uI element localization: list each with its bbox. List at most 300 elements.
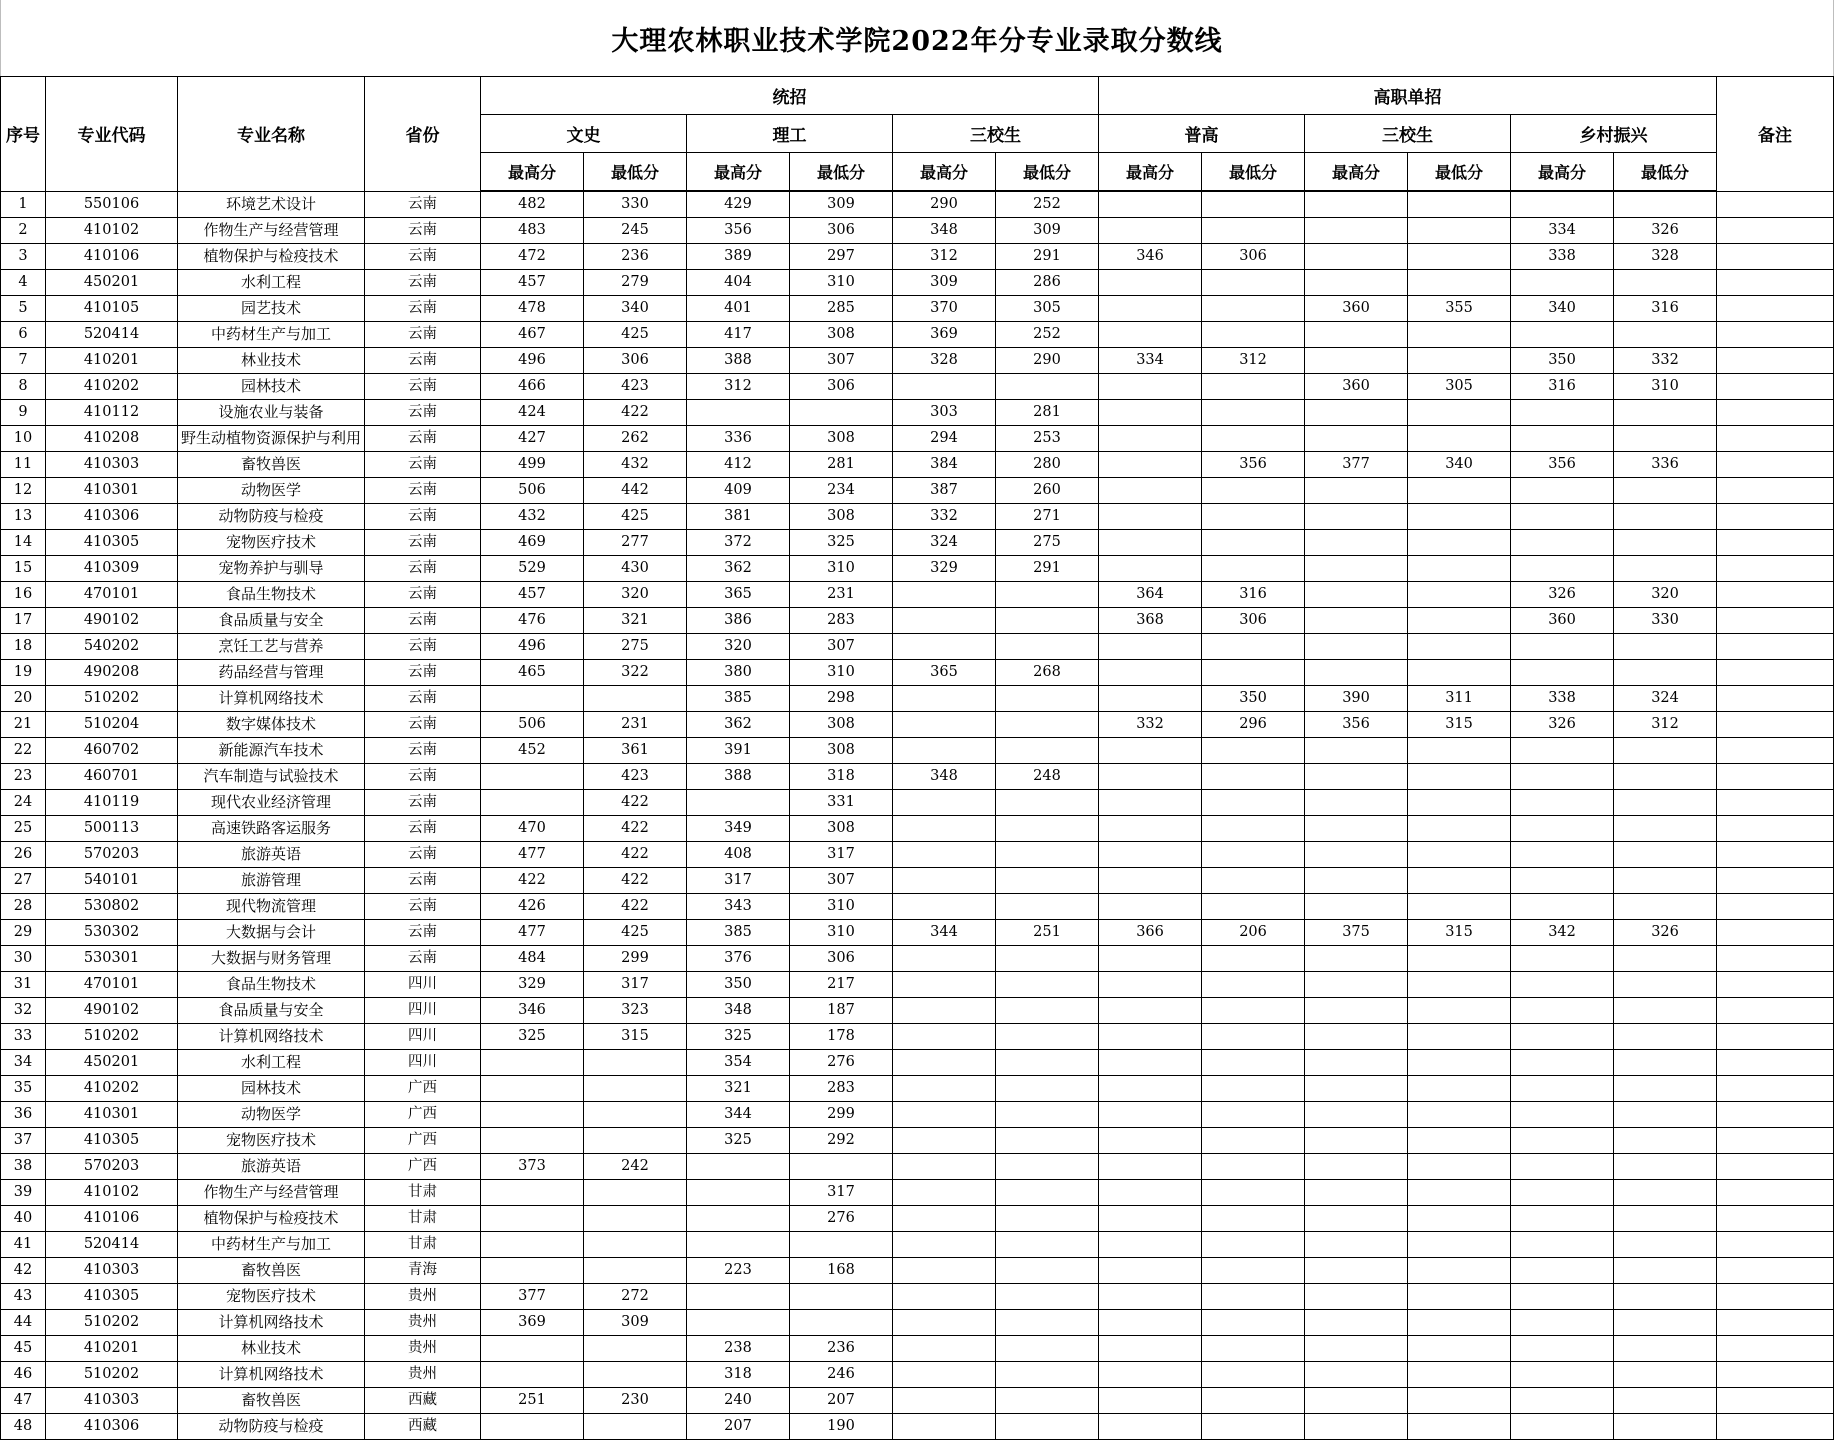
cell-sanxiao-gz-min[interactable] [1408,270,1511,296]
cell-name[interactable]: 植物保护与检疫技术 [178,244,365,270]
cell-name[interactable]: 设施农业与装备 [178,400,365,426]
cell-sanxiao-tz-min[interactable] [996,582,1099,608]
cell-xiangcun-max[interactable] [1511,790,1614,816]
cell-sanxiao-tz-min[interactable]: 268 [996,660,1099,686]
cell-note[interactable] [1717,790,1834,816]
cell-sanxiao-tz-max[interactable] [893,868,996,894]
cell-seq[interactable]: 5 [1,296,46,322]
cell-ligong-max[interactable] [687,400,790,426]
cell-wenshi-min[interactable]: 321 [584,608,687,634]
cell-sanxiao-tz-min[interactable] [996,894,1099,920]
cell-ligong-max[interactable] [687,1284,790,1310]
cell-sanxiao-tz-max[interactable] [893,1362,996,1388]
cell-ligong-min[interactable]: 246 [790,1362,893,1388]
cell-ligong-min[interactable]: 178 [790,1024,893,1050]
cell-code[interactable]: 410102 [46,218,178,244]
cell-name[interactable]: 计算机网络技术 [178,1310,365,1336]
header-min[interactable]: 最低分 [1408,153,1511,192]
cell-xiangcun-min[interactable] [1614,1050,1717,1076]
cell-code[interactable]: 510202 [46,1362,178,1388]
cell-xiangcun-min[interactable]: 328 [1614,244,1717,270]
cell-sanxiao-gz-min[interactable] [1408,478,1511,504]
cell-ligong-max[interactable]: 349 [687,816,790,842]
cell-putong-min[interactable] [1202,868,1305,894]
cell-sanxiao-tz-max[interactable] [893,1310,996,1336]
cell-sanxiao-tz-max[interactable] [893,946,996,972]
header-max[interactable]: 最高分 [1099,153,1202,192]
header-min[interactable]: 最低分 [1202,153,1305,192]
cell-seq[interactable]: 27 [1,868,46,894]
cell-sanxiao-tz-max[interactable] [893,374,996,400]
cell-sanxiao-tz-min[interactable]: 248 [996,764,1099,790]
cell-xiangcun-min[interactable]: 336 [1614,452,1717,478]
cell-province[interactable]: 云南 [365,738,481,764]
cell-wenshi-min[interactable]: 279 [584,270,687,296]
cell-wenshi-max[interactable]: 469 [481,530,584,556]
cell-sanxiao-tz-max[interactable] [893,1050,996,1076]
cell-wenshi-max[interactable]: 452 [481,738,584,764]
cell-sanxiao-gz-min[interactable] [1408,1388,1511,1414]
cell-sanxiao-gz-min[interactable] [1408,530,1511,556]
cell-wenshi-max[interactable]: 477 [481,920,584,946]
cell-sanxiao-tz-max[interactable] [893,1388,996,1414]
cell-ligong-min[interactable]: 236 [790,1336,893,1362]
cell-note[interactable] [1717,1128,1834,1154]
cell-sanxiao-tz-max[interactable]: 294 [893,426,996,452]
cell-name[interactable]: 园林技术 [178,1076,365,1102]
cell-seq[interactable]: 24 [1,790,46,816]
cell-sanxiao-gz-max[interactable] [1305,998,1408,1024]
cell-code[interactable]: 520414 [46,1232,178,1258]
cell-province[interactable]: 广西 [365,1076,481,1102]
cell-note[interactable] [1717,1284,1834,1310]
cell-code[interactable]: 540101 [46,868,178,894]
cell-wenshi-min[interactable] [584,1102,687,1128]
cell-sanxiao-gz-min[interactable] [1408,191,1511,218]
cell-ligong-max[interactable]: 325 [687,1024,790,1050]
cell-seq[interactable]: 44 [1,1310,46,1336]
cell-wenshi-max[interactable] [481,1206,584,1232]
cell-putong-min[interactable] [1202,764,1305,790]
cell-code[interactable]: 410201 [46,1336,178,1362]
header-max[interactable]: 最高分 [687,153,790,192]
cell-wenshi-max[interactable]: 426 [481,894,584,920]
cell-sanxiao-tz-min[interactable] [996,1128,1099,1154]
cell-sanxiao-gz-min[interactable] [1408,1180,1511,1206]
header-ligong[interactable]: 理工 [687,115,893,153]
cell-putong-min[interactable] [1202,1258,1305,1284]
cell-ligong-max[interactable]: 376 [687,946,790,972]
cell-ligong-max[interactable]: 389 [687,244,790,270]
cell-xiangcun-min[interactable] [1614,764,1717,790]
cell-name[interactable]: 计算机网络技术 [178,1362,365,1388]
cell-ligong-max[interactable] [687,790,790,816]
cell-name[interactable]: 现代物流管理 [178,894,365,920]
cell-code[interactable]: 510202 [46,1310,178,1336]
cell-sanxiao-tz-min[interactable]: 305 [996,296,1099,322]
cell-sanxiao-tz-min[interactable] [996,972,1099,998]
cell-sanxiao-gz-min[interactable] [1408,556,1511,582]
cell-sanxiao-tz-max[interactable] [893,738,996,764]
cell-ligong-max[interactable]: 408 [687,842,790,868]
cell-ligong-min[interactable]: 325 [790,530,893,556]
cell-putong-min[interactable]: 206 [1202,920,1305,946]
cell-ligong-min[interactable]: 276 [790,1050,893,1076]
cell-sanxiao-tz-min[interactable] [996,946,1099,972]
cell-ligong-max[interactable]: 381 [687,504,790,530]
cell-sanxiao-tz-min[interactable] [996,738,1099,764]
cell-sanxiao-tz-max[interactable]: 303 [893,400,996,426]
cell-putong-max[interactable]: 346 [1099,244,1202,270]
cell-wenshi-max[interactable]: 506 [481,478,584,504]
cell-name[interactable]: 汽车制造与试验技术 [178,764,365,790]
cell-name[interactable]: 动物医学 [178,478,365,504]
cell-putong-min[interactable] [1202,790,1305,816]
cell-putong-min[interactable] [1202,1310,1305,1336]
cell-name[interactable]: 动物医学 [178,1102,365,1128]
cell-note[interactable] [1717,1258,1834,1284]
cell-sanxiao-gz-max[interactable] [1305,660,1408,686]
cell-xiangcun-min[interactable] [1614,1258,1717,1284]
cell-sanxiao-tz-min[interactable] [996,1414,1099,1440]
cell-sanxiao-gz-min[interactable]: 315 [1408,712,1511,738]
cell-putong-min[interactable]: 296 [1202,712,1305,738]
cell-xiangcun-min[interactable] [1614,1310,1717,1336]
cell-note[interactable] [1717,1154,1834,1180]
cell-wenshi-min[interactable]: 245 [584,218,687,244]
cell-sanxiao-gz-min[interactable] [1408,660,1511,686]
cell-province[interactable]: 青海 [365,1258,481,1284]
cell-sanxiao-gz-min[interactable] [1408,842,1511,868]
cell-note[interactable] [1717,1388,1834,1414]
cell-sanxiao-gz-max[interactable] [1305,556,1408,582]
cell-province[interactable]: 云南 [365,842,481,868]
header-putong[interactable]: 普高 [1099,115,1305,153]
cell-seq[interactable]: 12 [1,478,46,504]
cell-xiangcun-max[interactable] [1511,1154,1614,1180]
cell-sanxiao-gz-max[interactable] [1305,582,1408,608]
cell-ligong-min[interactable]: 231 [790,582,893,608]
cell-wenshi-max[interactable] [481,1128,584,1154]
cell-xiangcun-max[interactable] [1511,1102,1614,1128]
cell-sanxiao-tz-min[interactable] [996,790,1099,816]
cell-sanxiao-gz-min[interactable] [1408,1310,1511,1336]
cell-province[interactable]: 甘肃 [365,1206,481,1232]
cell-ligong-min[interactable]: 317 [790,842,893,868]
cell-sanxiao-tz-min[interactable] [996,1310,1099,1336]
cell-wenshi-max[interactable]: 377 [481,1284,584,1310]
cell-ligong-max[interactable]: 312 [687,374,790,400]
cell-province[interactable]: 云南 [365,946,481,972]
cell-name[interactable]: 水利工程 [178,1050,365,1076]
cell-sanxiao-tz-min[interactable] [996,374,1099,400]
cell-xiangcun-min[interactable] [1614,1154,1717,1180]
header-tongzhao[interactable]: 统招 [481,77,1099,115]
cell-wenshi-max[interactable]: 466 [481,374,584,400]
cell-code[interactable]: 510202 [46,1024,178,1050]
cell-sanxiao-gz-min[interactable] [1408,1076,1511,1102]
cell-putong-min[interactable]: 306 [1202,608,1305,634]
cell-sanxiao-gz-min[interactable] [1408,1050,1511,1076]
cell-seq[interactable]: 15 [1,556,46,582]
cell-putong-max[interactable] [1099,1154,1202,1180]
cell-sanxiao-gz-max[interactable] [1305,1258,1408,1284]
cell-ligong-min[interactable]: 299 [790,1102,893,1128]
cell-sanxiao-gz-max[interactable] [1305,1414,1408,1440]
cell-seq[interactable]: 8 [1,374,46,400]
cell-wenshi-min[interactable]: 361 [584,738,687,764]
cell-note[interactable] [1717,1232,1834,1258]
cell-ligong-min[interactable]: 306 [790,218,893,244]
cell-ligong-min[interactable]: 207 [790,1388,893,1414]
cell-sanxiao-tz-min[interactable] [996,608,1099,634]
cell-sanxiao-tz-max[interactable]: 328 [893,348,996,374]
cell-sanxiao-tz-min[interactable] [996,1102,1099,1128]
cell-putong-min[interactable] [1202,1102,1305,1128]
cell-sanxiao-tz-max[interactable] [893,790,996,816]
cell-province[interactable]: 云南 [365,790,481,816]
cell-name[interactable]: 宠物医疗技术 [178,530,365,556]
cell-code[interactable]: 410306 [46,504,178,530]
cell-code[interactable]: 410309 [46,556,178,582]
cell-note[interactable] [1717,920,1834,946]
cell-name[interactable]: 园林技术 [178,374,365,400]
cell-putong-max[interactable] [1099,972,1202,998]
cell-ligong-max[interactable]: 388 [687,348,790,374]
cell-putong-min[interactable] [1202,191,1305,218]
cell-xiangcun-max[interactable]: 350 [1511,348,1614,374]
cell-putong-min[interactable] [1202,894,1305,920]
cell-ligong-min[interactable]: 292 [790,1128,893,1154]
cell-xiangcun-max[interactable] [1511,998,1614,1024]
cell-sanxiao-gz-min[interactable] [1408,322,1511,348]
cell-ligong-max[interactable]: 409 [687,478,790,504]
cell-wenshi-min[interactable]: 320 [584,582,687,608]
cell-sanxiao-tz-min[interactable] [996,1362,1099,1388]
header-max[interactable]: 最高分 [1305,153,1408,192]
cell-xiangcun-max[interactable]: 340 [1511,296,1614,322]
cell-province[interactable]: 云南 [365,816,481,842]
cell-wenshi-max[interactable] [481,1258,584,1284]
cell-ligong-max[interactable]: 362 [687,556,790,582]
cell-xiangcun-max[interactable] [1511,1206,1614,1232]
cell-xiangcun-min[interactable] [1614,504,1717,530]
cell-putong-max[interactable] [1099,998,1202,1024]
cell-xiangcun-max[interactable]: 360 [1511,608,1614,634]
cell-sanxiao-gz-min[interactable] [1408,582,1511,608]
cell-sanxiao-gz-max[interactable] [1305,426,1408,452]
cell-sanxiao-tz-min[interactable] [996,816,1099,842]
header-note[interactable]: 备注 [1717,77,1834,192]
cell-sanxiao-gz-max[interactable] [1305,868,1408,894]
cell-code[interactable]: 460701 [46,764,178,790]
cell-name[interactable]: 畜牧兽医 [178,1388,365,1414]
cell-putong-min[interactable] [1202,1414,1305,1440]
cell-sanxiao-tz-min[interactable] [996,868,1099,894]
cell-sanxiao-tz-max[interactable]: 309 [893,270,996,296]
cell-seq[interactable]: 18 [1,634,46,660]
cell-putong-min[interactable]: 306 [1202,244,1305,270]
cell-ligong-min[interactable]: 306 [790,374,893,400]
cell-name[interactable]: 数字媒体技术 [178,712,365,738]
cell-wenshi-max[interactable] [481,686,584,712]
cell-putong-min[interactable] [1202,426,1305,452]
cell-sanxiao-tz-min[interactable]: 252 [996,191,1099,218]
cell-seq[interactable]: 45 [1,1336,46,1362]
cell-putong-max[interactable] [1099,816,1202,842]
cell-seq[interactable]: 29 [1,920,46,946]
cell-ligong-max[interactable]: 343 [687,894,790,920]
cell-name[interactable]: 畜牧兽医 [178,1258,365,1284]
cell-ligong-min[interactable]: 297 [790,244,893,270]
cell-sanxiao-gz-max[interactable] [1305,504,1408,530]
cell-ligong-max[interactable]: 362 [687,712,790,738]
header-name[interactable]: 专业名称 [178,77,365,192]
cell-name[interactable]: 新能源汽车技术 [178,738,365,764]
cell-putong-min[interactable] [1202,842,1305,868]
cell-wenshi-min[interactable]: 309 [584,1310,687,1336]
cell-putong-max[interactable] [1099,296,1202,322]
cell-province[interactable]: 云南 [365,920,481,946]
cell-sanxiao-gz-min[interactable]: 355 [1408,296,1511,322]
cell-sanxiao-gz-max[interactable] [1305,1180,1408,1206]
cell-sanxiao-tz-max[interactable] [893,1076,996,1102]
header-sanxiao-gaozhi[interactable]: 三校生 [1305,115,1511,153]
cell-wenshi-max[interactable]: 329 [481,972,584,998]
cell-province[interactable]: 云南 [365,374,481,400]
cell-xiangcun-min[interactable] [1614,1284,1717,1310]
cell-code[interactable]: 410303 [46,1388,178,1414]
cell-wenshi-max[interactable] [481,1102,584,1128]
cell-putong-max[interactable] [1099,1388,1202,1414]
cell-province[interactable]: 贵州 [365,1310,481,1336]
cell-name[interactable]: 大数据与会计 [178,920,365,946]
cell-ligong-max[interactable]: 417 [687,322,790,348]
cell-sanxiao-gz-max[interactable] [1305,634,1408,660]
cell-name[interactable]: 计算机网络技术 [178,1024,365,1050]
cell-ligong-min[interactable]: 190 [790,1414,893,1440]
cell-wenshi-min[interactable]: 231 [584,712,687,738]
cell-ligong-max[interactable] [687,1180,790,1206]
cell-putong-max[interactable] [1099,660,1202,686]
cell-province[interactable]: 甘肃 [365,1180,481,1206]
header-min[interactable]: 最低分 [790,153,893,192]
cell-sanxiao-tz-min[interactable] [996,998,1099,1024]
cell-sanxiao-gz-max[interactable] [1305,894,1408,920]
cell-note[interactable] [1717,452,1834,478]
cell-putong-max[interactable] [1099,270,1202,296]
cell-xiangcun-max[interactable] [1511,1414,1614,1440]
cell-sanxiao-gz-min[interactable] [1408,608,1511,634]
cell-putong-min[interactable]: 350 [1202,686,1305,712]
cell-province[interactable]: 甘肃 [365,1232,481,1258]
cell-name[interactable]: 野生动植物资源保护与利用 [178,426,365,452]
cell-xiangcun-max[interactable] [1511,1050,1614,1076]
cell-wenshi-min[interactable]: 423 [584,374,687,400]
cell-name[interactable]: 宠物医疗技术 [178,1284,365,1310]
cell-putong-max[interactable] [1099,738,1202,764]
cell-sanxiao-tz-max[interactable] [893,1258,996,1284]
cell-note[interactable] [1717,816,1834,842]
cell-putong-max[interactable] [1099,426,1202,452]
cell-seq[interactable]: 33 [1,1024,46,1050]
cell-putong-min[interactable] [1202,400,1305,426]
cell-wenshi-min[interactable]: 230 [584,1388,687,1414]
cell-sanxiao-gz-max[interactable] [1305,608,1408,634]
cell-xiangcun-max[interactable] [1511,1336,1614,1362]
header-province[interactable]: 省份 [365,77,481,192]
cell-seq[interactable]: 46 [1,1362,46,1388]
cell-code[interactable]: 450201 [46,1050,178,1076]
cell-seq[interactable]: 39 [1,1180,46,1206]
cell-sanxiao-gz-max[interactable] [1305,1076,1408,1102]
cell-note[interactable] [1717,191,1834,218]
cell-xiangcun-max[interactable] [1511,556,1614,582]
cell-sanxiao-tz-min[interactable]: 291 [996,244,1099,270]
cell-note[interactable] [1717,998,1834,1024]
cell-putong-max[interactable] [1099,842,1202,868]
cell-sanxiao-gz-min[interactable] [1408,998,1511,1024]
cell-xiangcun-min[interactable]: 310 [1614,374,1717,400]
cell-note[interactable] [1717,530,1834,556]
cell-xiangcun-min[interactable] [1614,400,1717,426]
cell-putong-max[interactable] [1099,1362,1202,1388]
cell-ligong-max[interactable]: 321 [687,1076,790,1102]
cell-sanxiao-tz-min[interactable] [996,1388,1099,1414]
cell-ligong-min[interactable] [790,1232,893,1258]
cell-ligong-max[interactable]: 429 [687,191,790,218]
cell-xiangcun-min[interactable] [1614,972,1717,998]
cell-sanxiao-tz-max[interactable]: 348 [893,218,996,244]
cell-wenshi-max[interactable] [481,1076,584,1102]
cell-wenshi-min[interactable]: 306 [584,348,687,374]
cell-sanxiao-gz-min[interactable] [1408,1284,1511,1310]
header-wenshi[interactable]: 文史 [481,115,687,153]
cell-seq[interactable]: 35 [1,1076,46,1102]
cell-seq[interactable]: 21 [1,712,46,738]
cell-ligong-max[interactable]: 344 [687,1102,790,1128]
cell-province[interactable]: 云南 [365,764,481,790]
cell-sanxiao-tz-min[interactable]: 291 [996,556,1099,582]
cell-ligong-max[interactable]: 404 [687,270,790,296]
cell-xiangcun-min[interactable]: 326 [1614,218,1717,244]
cell-wenshi-min[interactable]: 432 [584,452,687,478]
cell-sanxiao-tz-min[interactable]: 252 [996,322,1099,348]
cell-wenshi-max[interactable]: 472 [481,244,584,270]
cell-name[interactable]: 计算机网络技术 [178,686,365,712]
cell-putong-min[interactable] [1202,660,1305,686]
cell-sanxiao-tz-max[interactable] [893,1128,996,1154]
cell-code[interactable]: 410112 [46,400,178,426]
cell-note[interactable] [1717,634,1834,660]
cell-xiangcun-min[interactable] [1614,1206,1717,1232]
cell-wenshi-max[interactable]: 483 [481,218,584,244]
cell-sanxiao-gz-max[interactable]: 390 [1305,686,1408,712]
cell-note[interactable] [1717,1206,1834,1232]
cell-wenshi-min[interactable]: 422 [584,400,687,426]
cell-putong-min[interactable] [1202,1180,1305,1206]
cell-note[interactable] [1717,868,1834,894]
cell-wenshi-max[interactable]: 432 [481,504,584,530]
cell-sanxiao-gz-min[interactable] [1408,400,1511,426]
cell-xiangcun-max[interactable] [1511,1310,1614,1336]
cell-putong-max[interactable] [1099,764,1202,790]
cell-xiangcun-max[interactable] [1511,1284,1614,1310]
cell-xiangcun-min[interactable] [1614,530,1717,556]
cell-seq[interactable]: 41 [1,1232,46,1258]
cell-ligong-max[interactable]: 401 [687,296,790,322]
cell-wenshi-min[interactable] [584,1362,687,1388]
